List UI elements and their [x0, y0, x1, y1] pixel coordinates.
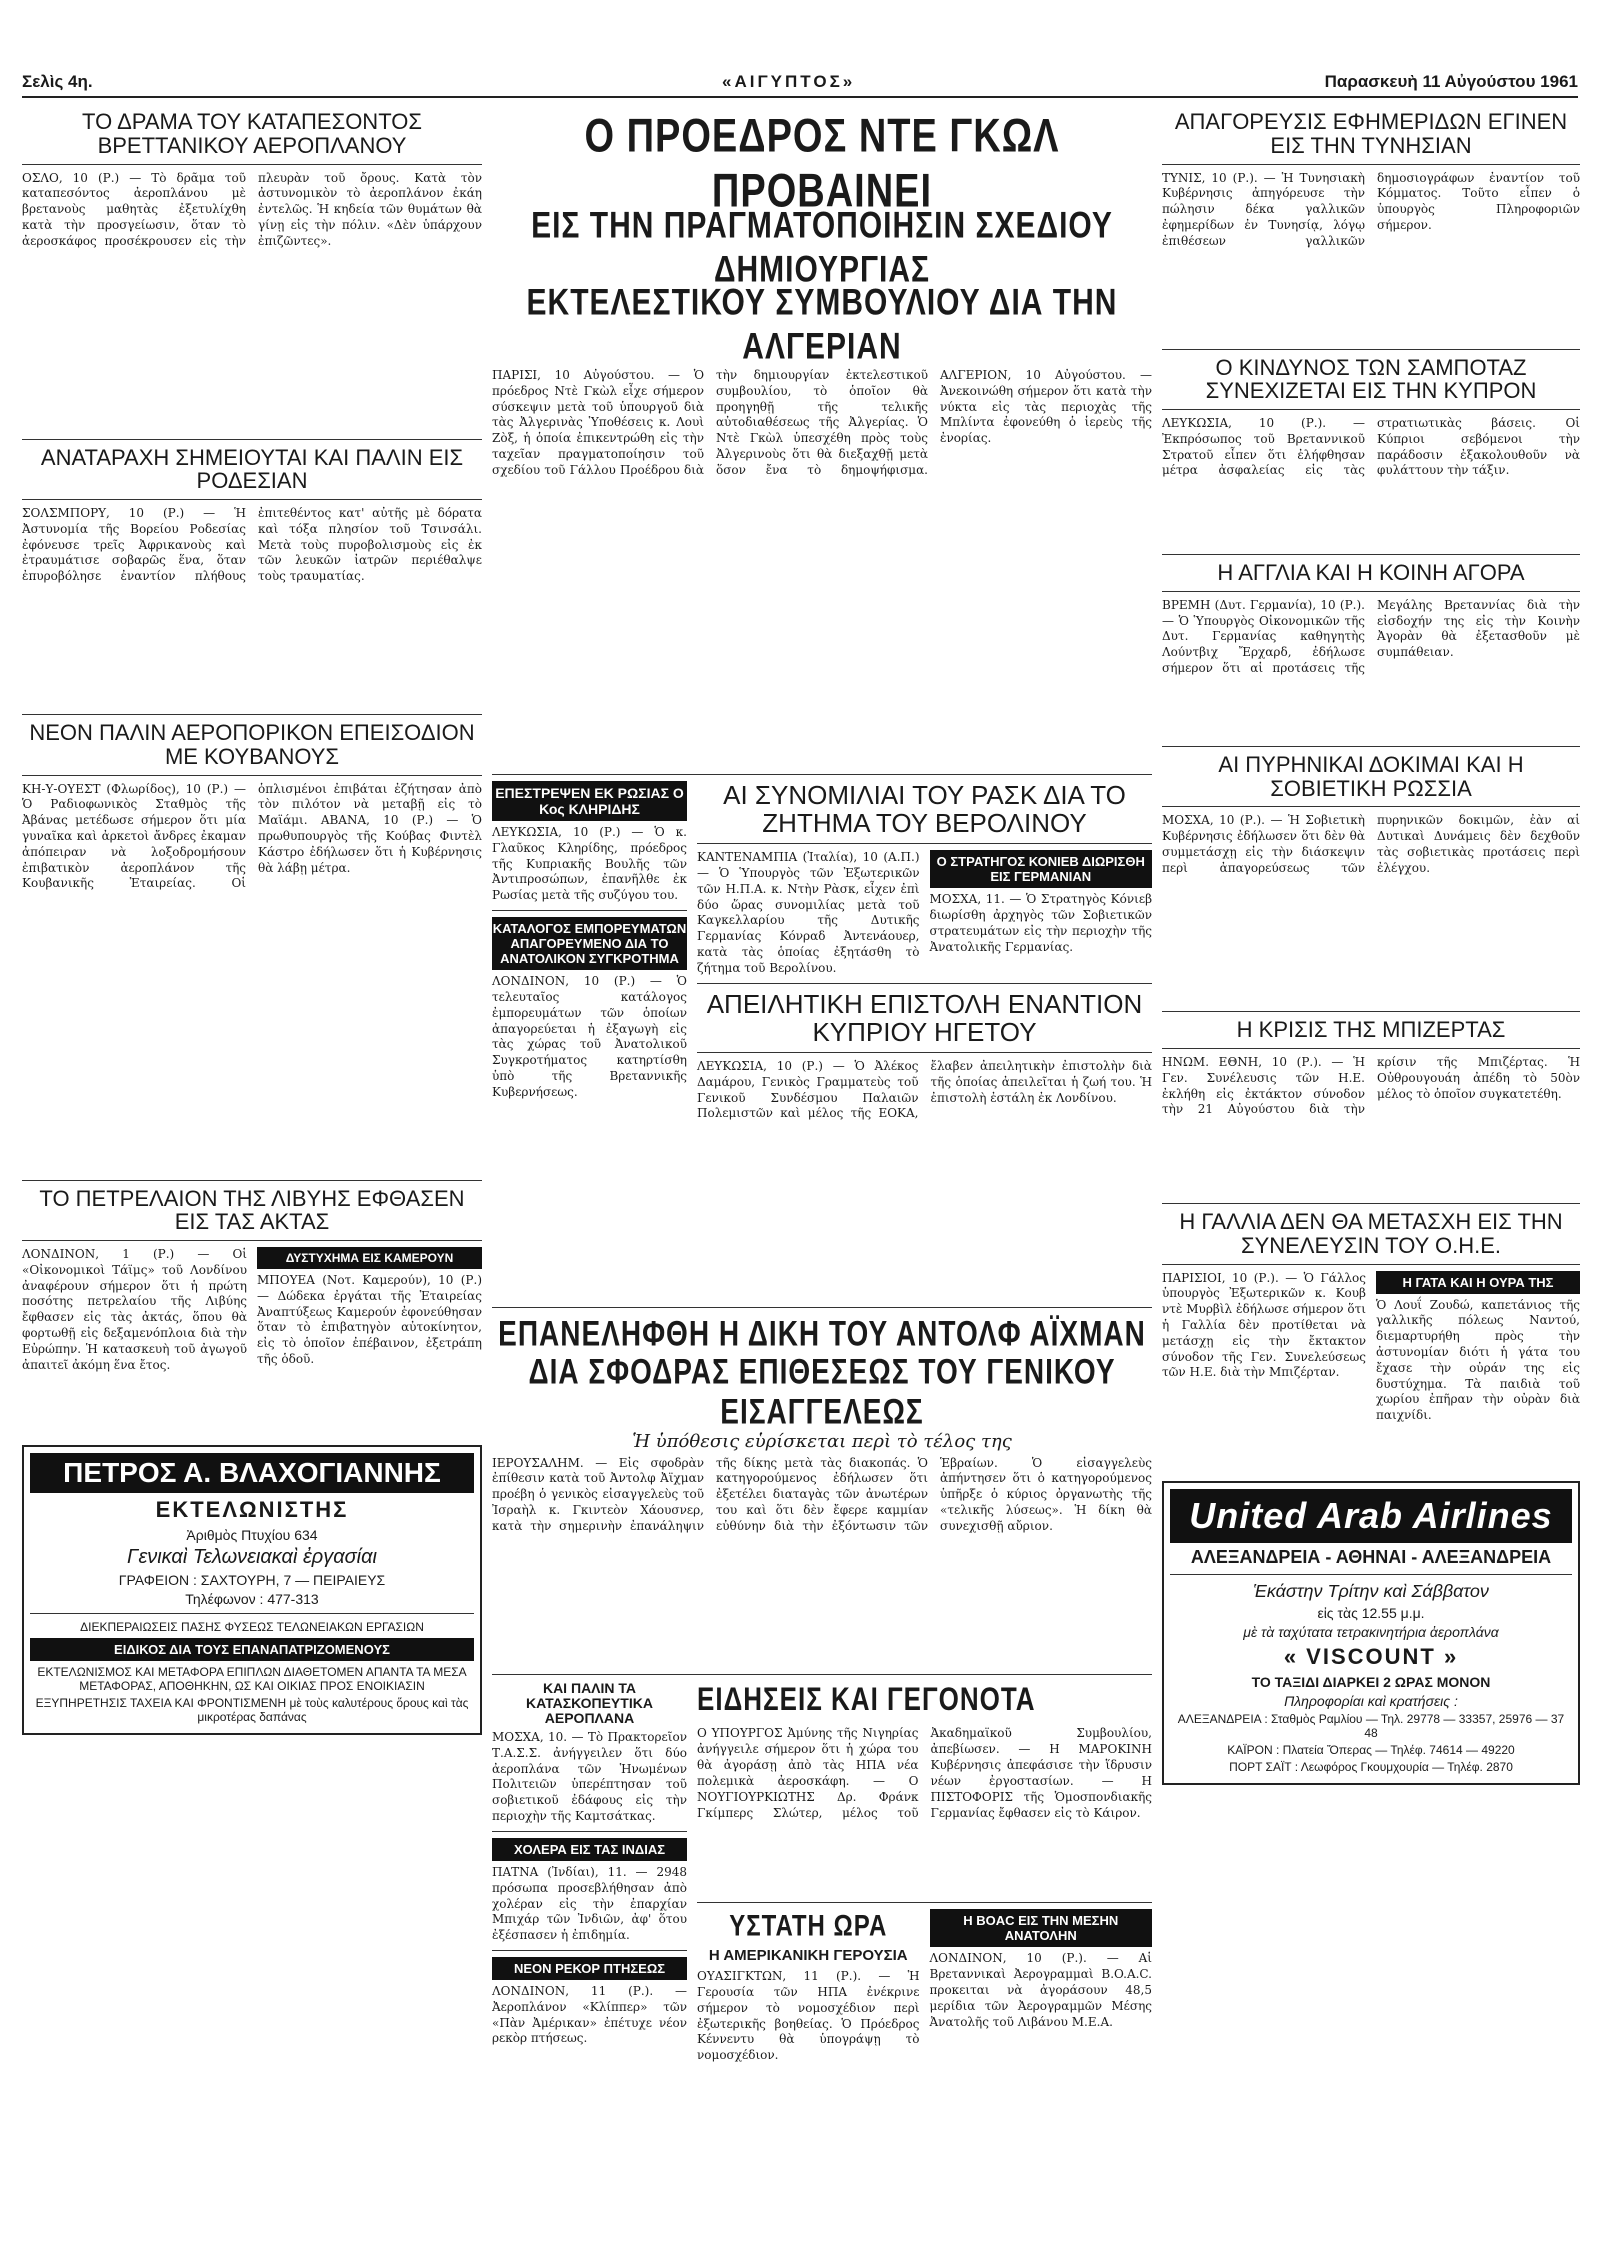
- article-france-un: [1162, 1210, 1580, 1471]
- ad-duration: ΤΟ ΤΑΞΙΔΙ ΔΙΑΡΚΕΙ 2 ΩΡΑΣ ΜΟΝΟΝ: [1251, 1673, 1491, 1690]
- article-body: Ὁ Λουΐ Ζουδώ, καπετάνιος τῆς γαλλικῆς πόλεως Ναντού, διεμαρτυρήθη πρὸς τὴν ἀστυνομίαν διότι ἡ γάτα του ἔχασε τὴν οὐράν της εἰς δυστύχημα. Τὰ παιδιὰ τοῦ χωρίου ἐπῆραν τὴν οὐρὰν διὰ παιχνίδι.: [1376, 1297, 1580, 1423]
- ad-line: ΕΙΔΙΚΟΣ ΔΙΑ ΤΟΥΣ ΕΠΑΝΑΠΑΤΡΙΖΟΜΕΝΟΥΣ: [30, 1638, 474, 1661]
- article-body: ΤΥΝΙΣ, 10 (Ρ.). — Ἡ Τυνησιακὴ Κυβέρνησις ἀπηγόρευσε τὴν πώλησιν δέκα γαλλικῶν ἐφημερίδων ἐν Τυνησίᾳ, λόγῳ ἐπιθέσεων γαλλικῶν δημοσιογράφων ἐναντίον τοῦ Κόμματος. Τοῦτο εἶπεν ὁ ὑπουργὸς Πληροφοριῶν σήμερον.: [1162, 170, 1580, 248]
- article-plane-crash: [22, 110, 482, 431]
- headline: ΔΥΣΤΥΧΗΜΑ ΕΙΣ ΚΑΜΕΡΟΥΝ: [257, 1247, 482, 1269]
- ad-contact: ΚΑΪΡΟΝ : Πλατεία Ὄπερας — Τηλέφ. 74614 — 49220: [1227, 1742, 1515, 1757]
- ad-phone: Τηλέφωνον : 477-313: [185, 1591, 319, 1607]
- customs-broker-ad: [22, 1445, 482, 1735]
- article-body: ΣΟΛΣΜΠΟΡΥ, 10 (Ρ.) — Ἡ Ἀστυνομία τῆς Βορείου Ροδεσίας ἐφόνευσε τρεῖς Ἀφρικανοὺς καὶ ἐτραυμάτισε σοβαρῶς ἕνα, ὅταν ἐπυροβόλησε ἐναντίον πλήθους ἐπιτεθέντος κατ' αὐτῆς μὲ δόρατα καὶ τόξα πλησίον τοῦ Τσινσάλι. Μετὰ τοὺς πυροβολισμοὺς εἰς ἐκ τῶν λευκῶν ἰατρῶν περιέθαλψε τοὺς τραυματίας.: [22, 506, 482, 584]
- headline: Η ΓΑΤΑ ΚΑΙ Η ΟΥΡΑ ΤΗΣ: [1376, 1271, 1580, 1294]
- article-rhodesia: [22, 446, 482, 707]
- headline: ΤΟ ΔΡΑΜΑ ΤΟΥ ΚΑΤΑΠΕΣΟΝΤΟΣ ΒΡΕΤΤΑΝΙΚΟΥ ΑΕΡΟΠΛΑΝΟΥ: [82, 109, 422, 158]
- headline: ΔΙΑ ΣΦΟΔΡΑΣ ΕΠΙΘΕΣΕΩΣ ΤΟΥ ΓΕΝΙΚΟΥ ΕΙΣΑΓΓΕΛΕΩΣ: [528, 1352, 1116, 1432]
- headline: ΤΟ ΠΕΤΡΕΛΑΙΟΝ ΤΗΣ ΛΙΒΥΗΣ ΕΦΘΑΣΕΝ ΕΙΣ ΤΑΣ ΑΚΤΑΣ: [39, 1185, 465, 1235]
- article-body: ΟΣΛΟ, 10 (Ρ.) — Τὸ δρᾶμα τοῦ καταπεσόντος ἀεροπλάνου μὲ βρετανοὺς μαθητὰς ἐξετυλίχθη κατὰ τὴν προσγείωσιν, ὅταν τὸ ἀεροσκάφος προσέκρουσεν εἰς τὴν πλευρὰν τοῦ ὄρους. Κατὰ τὸν ἀστυνομικὸν τὸ ἀεροπλάνον ἐκάη ἐντελῶς. Ἡ κηδεία τῶν θυμάτων θὰ γίνῃ εἰς τὴν πόλιν. «Δὲν ὑπάρχουν ἐπιζῶντες».: [22, 170, 482, 248]
- headline: ΑΠΑΓΟΡΕΥΣΙΣ ΕΦΗΜΕΡΙΔΩΝ ΕΓΙΝΕΝ ΕΙΣ ΤΗΝ ΤΥΝΗΣΙΑΝ: [1174, 109, 1568, 158]
- article-body: ΛΟΝΔΙΝΟΝ, 10 (Ρ.). — Αἱ Βρεταννικαὶ Ἀερογραμμαὶ B.O.A.C. προκειται νὰ ἀγοράσουν 48,5 μερίδια τῶν Ἀερογραμμῶν Μέσης Ἀνατολῆς τοῦ Λιβάνου M.E.A.: [929, 1951, 1152, 2029]
- airline-logo: United Arab Airlines: [1170, 1489, 1572, 1543]
- headline: ΥΣΤΑΤΗ ΩΡΑ: [729, 1909, 888, 1944]
- article-body: ΛΕΥΚΩΣΙΑ, 10 (Ρ.) — Ὁ κ. Γλαῦκος Κληρίδης, πρόεδρος τῆς Κυπριακῆς Βουλῆς τῶν Ἀντιπροσώπων, ἐπανῆλθε ἐκ Ρωσίας μετὰ τῆς συζύγου του.: [492, 825, 687, 903]
- page-number: Σελὶς 4η.: [22, 72, 93, 91]
- article-body: ΛΕΥΚΩΣΙΑ, 10 (Ρ.) — Ὁ Ἀλέκος Δαμάρου, Γενικὸς Γραμματεὺς τοῦ Γενικοῦ Συνδέσμου Παλαιῶν Πολεμιστῶν καὶ μέλος τῆς ΕΟΚΑ, ἔλαβεν ἀπειλητικὴν ἐπιστολὴν διὰ τῆς ὁποίας ἀπειλεῖται ἡ ζωή του. Ἡ ἐπιστολὴ ἐστάλη ἐκ Λονδίνου.: [697, 1058, 1152, 1121]
- page-header: [22, 68, 1578, 98]
- article-libya-oil: [22, 1187, 482, 1438]
- ad-line: ΕΚΤΕΛΩΝΙΣΜΟΣ ΚΑΙ ΜΕΤΑΦΟΡΑ ΕΠΙΠΛΩΝ ΔΙΑΘΕΤΟΜΕΝ ΑΠΑΝΤΑ ΤΑ ΜΕΣΑ ΜΕΤΑΦΟΡΑΣ, ΑΠΟΘΗΚΗΝ, ΩΣ ΚΑΙ ΟΙΚΙΑΣ ΠΡΟΣ ΕΝΟΙΚΙΑΣΙΝ: [37, 1665, 467, 1693]
- headline: Ο ΣΤΡΑΤΗΓΟΣ ΚΟΝΙΕΒ ΔΙΩΡΙΣΘΗ ΕΙΣ ΓΕΡΜΑΝΙΑΝ: [930, 850, 1153, 888]
- ad-line: μὲ τὰ ταχύτατα τετρακινητήρια ἀεροπλάνα: [1243, 1623, 1499, 1640]
- article-de-gaulle: [492, 110, 1152, 367]
- article-body: ΛΟΝΔΙΝΟΝ, 10 (Ρ.) — Ὁ τελευταῖος κατάλογος ἐμπορευμάτων τῶν ὁποίων ἀπαγορεύεται ἡ ἐξαγωγὴ εἰς τὰς χώρας τοῦ Ἀνατολικοῦ Συγκροτήματος κατηρτίσθη ὑπὸ τῆς Βρεταννικῆς Κυβερνήσεως.: [492, 974, 687, 1099]
- headline: ΚΑΙ ΠΑΛΙΝ ΤΑ ΚΑΤΑΣΚΟΠΕΥΤΙΚΑ ΑΕΡΟΠΛΑΝΑ: [526, 1679, 653, 1726]
- ad-name: ΠΕΤΡΟΣ Α. ΒΛΑΧΟΓΙΑΝΝΗΣ: [30, 1453, 474, 1493]
- airline-ad: [1162, 1481, 1580, 1785]
- headline: Ο ΚΙΝΔΥΝΟΣ ΤΩΝ ΣΑΜΠΟΤΑΖ ΣΥΝΕΧΙΖΕΤΑΙ ΕΙΣ ΤΗΝ ΚΥΠΡΟΝ: [1205, 354, 1537, 404]
- newspaper-title: «ΑΙΓΥΠΤΟΣ»: [722, 72, 856, 91]
- issue-date: Παρασκευὴ 11 Αὐγούστου 1961: [1324, 72, 1578, 91]
- article-body: ΙΕΡΟΥΣΑΛΗΜ. — Εἰς σφοδρὰν ἐπίθεσιν κατὰ τοῦ Ἀντολφ Ἀϊχμαν προέβη ὁ γενικὸς εἰσαγγελεὺς τοῦ Ἰσραὴλ κ. Γκιντεὸν Χάουσνερ, κατὰ τὴν σημερινὴν ἐπανάληψιν τῆς δίκης μετὰ τὰς διακοπάς. Ὁ κατηγορούμενος ἐδήλωσεν ὅτι ἐξετέλει διαταγὰς τῶν ἀνωτέρων του καὶ ὅτι δὲν ἔφερε καμμίαν εὐθύνην διὰ τὴν ἐξόντωσιν τῶν Ἑβραίων. Ὁ εἰσαγγελεὺς ἀπήντησεν ὅτι ὁ κατηγορούμενος ὑπῆρξε ὁ κύριος ὀργανωτὴς τῆς «τελικῆς λύσεως». Ἡ δίκη θὰ συνεχισθῇ αὔριον.: [492, 1455, 1152, 1533]
- article-body: ΜΟΣΧΑ, 11. — Ὁ Στρατηγὸς Κόνιεβ διωρίσθη ἀρχηγὸς τῶν Σοβιετικῶν στρατευμάτων εἰς τὴν περιοχὴν τῆς Ἀνατολικῆς Γερμανίας.: [929, 892, 1152, 954]
- headline: Η ΓΑΛΛΙΑ ΔΕΝ ΘΑ ΜΕΤΑΣΧΗ ΕΙΣ ΤΗΝ ΣΥΝΕΛΕΥΣΙΝ ΤΟΥ Ο.Η.Ε.: [1179, 1209, 1563, 1258]
- article-eichmann: [492, 1314, 1152, 1666]
- ad-time: εἰς τὰς 12.55 μ.μ.: [1317, 1604, 1425, 1621]
- article-body: ΜΟΣΧΑ, 10. — Τὸ Πρακτορεῖον Τ.Α.Σ.Σ. ἀνήγγειλεν ὅτι δύο ἀεροπλάνα τῶν Ἡνωμένων Πολιτειῶν ὑπερέπτησαν τοῦ σοβιετικοῦ ἐδάφους εἰς τὴν περιοχὴν τῆς Καμτσάτκας.: [492, 1729, 687, 1824]
- column-right: [1162, 110, 1580, 1785]
- ad-info: Πληροφορίαι καὶ κρατήσεις :: [1284, 1692, 1458, 1709]
- article-body: ΟΥΑΣΙΓΚΤΩΝ, 11 (Ρ.). — Ἡ Γερουσία τῶν ΗΠΑ ἐνέκρινε σήμερον τὸ νομοσχέδιον περὶ ἐξωτερικῆς βοηθείας. Ὁ Πρόεδρος Κέννεντυ θὰ ὑπογράψῃ τὸ νομοσχέδιον.: [697, 1969, 920, 2063]
- headline: ΕΠΕΣΤΡΕΨΕΝ ΕΚ ΡΩΣΙΑΣ Ο Κος ΚΛΗΡΙΔΗΣ: [492, 781, 687, 821]
- article-body: ΚΗ-Υ-ΟΥΕΣΤ (Φλωρίδος), 10 (Ρ.) — Ὁ Ραδιοφωνικὸς Σταθμὸς τῆς Ἀβάνας μετέδωσε σήμερον ὅτι μία γυναῖκα καὶ ἀρκετοὶ ἄνδρες ἐκαμαν ἀπόπειραν νὰ λοξοδρομήσουν ἐπιβατικὸν ἀεροπλάνον τῆς Κουβανικῆς Ἑταιρείας. Οἱ ὁπλισμένοι ἐπιβάται ἐζήτησαν ἀπὸ τὸν πιλότον νὰ μεταβῇ εἰς τὸ Μαϊάμι. ΑΒΑΝΑ, 10 (Ρ.) — Ὁ πρωθυπουργὸς τῆς Κούβας Φιντὲλ Κάστρο ἐδήλωσεν ὅτι ἡ Κυβέρνησις θὰ λάβῃ μέτρα.: [22, 781, 482, 891]
- ad-contact: ΠΟΡΤ ΣΑΪΤ : Λεωφόρος Γκουμχουρία — Τηλέφ. 2870: [1229, 1759, 1513, 1774]
- ad-reg: Ἀριθμὸς Πτυχίου 634: [186, 1527, 318, 1543]
- ad-plane: « VISCOUNT »: [1283, 1643, 1459, 1669]
- headline: Η BOAC ΕΙΣ ΤΗΝ ΜΕΣΗΝ ΑΝΑΤΟΛΗΝ: [930, 1909, 1153, 1947]
- article-tunisia: [1162, 110, 1580, 341]
- column-left: [22, 110, 482, 1735]
- article-body: ΠΑΡΙΣΙΟΙ, 10 (Ρ.). — Ὁ Γάλλος ὑπουργὸς Ἐξωτερικῶν κ. Κουβ ντὲ Μυρβὶλ ἐδήλωσε σήμερον ὅτι ἡ Γαλλία δὲν προτίθεται νὰ μετάσχῃ εἰς τὴν ἔκτακτον σύνοδον τῆς Γεν. Συνελεύσεως τῶν Η.Ε. διὰ τὴν Μπιζέρταν.: [1162, 1270, 1366, 1380]
- ad-days: Ἑκάστην Τρίτην καὶ Σάββατον: [1253, 1580, 1489, 1601]
- headline: ΝΕΟΝ ΠΑΛΙΝ ΑΕΡΟΠΟΡΙΚΟΝ ΕΠΕΙΣΟΔΙΟΝ ΜΕ ΚΟΥΒΑΝΟΥΣ: [29, 720, 475, 769]
- article-body: ΛΟΝΔΙΝΟΝ, 11 (Ρ.). — Ἀεροπλάνον «Κλίππερ» τῶν «Πὰν Ἀμέρικαν» ἐπέτυχε νέον ρεκὸρ πτήσεως.: [492, 1984, 687, 2046]
- article-bizerte: [1162, 1018, 1580, 1195]
- article-body: ΜΠΟΥΕΑ (Νοτ. Καμερούν), 10 (Ρ.) — Δώδεκα ἐργάται τῆς Ἑταιρείας Ἀναπτύξεως Καμερούν ἐφονεύθησαν ὅταν τὸ ἐπιβατηγὸν αὐτοκίνητον, εἰς τὸ ὁποῖον ἐπέβαινον, ἐξετράπη τῆς ὁδοῦ.: [257, 1273, 482, 1367]
- headline: ΧΟΛΕΡΑ ΕΙΣ ΤΑΣ ΙΝΔΙΑΣ: [492, 1838, 687, 1861]
- ad-line: ΕΞΥΠΗΡΕΤΗΣΙΣ ΤΑΧΕΙΑ ΚΑΙ ΦΡΟΝΤΙΣΜΕΝΗ μὲ τοὺς καλυτέρους ὅρους καὶ τὰς μικροτέρας δαπάνας: [35, 1696, 469, 1724]
- headline: ΑΙ ΣΥΝΟΜΙΛΙΑΙ ΤΟΥ ΡΑΣΚ ΔΙΑ ΤΟ ΖΗΤΗΜΑ ΤΟΥ ΒΕΡΟΛΙΝΟΥ: [723, 780, 1126, 839]
- article-body: ΜΟΣΧΑ, 10 (Ρ.). — Ἡ Σοβιετικὴ Κυβέρνησις ἐδήλωσεν ὅτι δὲν θὰ συμμετάσχῃ εἰς τὴν διάσκεψιν περὶ ἀπαγορεύσεως τῶν πυρηνικῶν δοκιμῶν, ἐὰν αἱ Δυτικαὶ Δυνάμεις δὲν δεχθοῦν τὰς σοβιετικὰς προτάσεις περὶ ἐλέγχου.: [1162, 813, 1580, 875]
- headline: Η ΚΡΙΣΙΣ ΤΗΣ ΜΠΙΖΕΡΤΑΣ: [1236, 1017, 1506, 1043]
- article-body: Ο ΥΠΟΥΡΓΟΣ Ἀμύνης τῆς Νιγηρίας ἀνήγγειλε σήμερον ὅτι ἡ χώρα του θὰ ἀγοράσῃ ἀπὸ τὰς ΗΠΑ νέα πολεμικὰ ἀεροσκάφη. — Ο ΝΟΥΓΙΟΥΡΚΙΩΤΗΣ Δρ. Φράνκ Γκίμπερς Σλώτερ, μέλος τοῦ Ἀκαδημαϊκοῦ Συμβουλίου, ἀπεβίωσεν. — Η ΜΑΡΟΚΙΝΗ Κυβέρνησις ἀπεφάσισε τὴν ἵδρυσιν νέων ἐργοστασίων. — Η ΠΙΣΤΟΦΟΡΙΣ τῆς Ὁμοσπονδιακῆς Γερμανίας ἔφθασεν εἰς τὸ Κάιρον.: [697, 1726, 1152, 1820]
- article-cuba: [22, 721, 482, 1172]
- headline-main: Ο ΠΡΟΕΔΡΟΣ ΝΤΕ ΓΚΩΛ ΠΡΟΒΑΙΝΕΙ: [584, 110, 1060, 218]
- subheadline: Ἡ ὑπόθεσις εὑρίσκεται περὶ τὸ τέλος της: [632, 1430, 1012, 1452]
- headline: ΚΑΤΑΛΟΓΟΣ ΕΜΠΟΡΕΥΜΑΤΩΝ ΑΠΑΓΟΡΕΥΜΕΝΟ ΔΙΑ ΤΟ ΑΝΑΤΟΛΙΚΟΝ ΣΥΓΚΡΟΤΗΜΑ: [492, 917, 687, 970]
- headline: ΕΠΑΝΕΛΗΦΘΗ Η ΔΙΚΗ ΤΟΥ ΑΝΤΟΛΦ ΑΪΧΜΑΝ: [498, 1314, 1146, 1353]
- headline-sub: ΕΙΣ ΤΗΝ ΠΡΑΓΜΑΤΟΠΟΙΗΣΙΝ ΣΧΕΔΙΟΥ ΔΗΜΙΟΥΡΓΙΑΣ: [531, 205, 1113, 290]
- headline: ΑΠΕΙΛΗΤΙΚΗ ΕΠΙΣΤΟΛΗ ΕΝΑΝΤΙΟΝ ΚΥΠΡΙΟΥ ΗΓΕΤΟΥ: [706, 988, 1143, 1047]
- ad-role: ΕΚΤΕΛΩΝΙΣΤΗΣ: [155, 1497, 349, 1522]
- article-body: ΚΑΝΤΕΝΑΜΠΙΑ (Ἰταλία), 10 (Α.Π.) — Ὁ Ὑπουργὸς τῶν Ἐξωτερικῶν τῶν Η.Π.Α. κ. Ντὴν Ρὰσκ, εἶχεν ἐπὶ δύο ὥρας συνομιλίας μετὰ τοῦ Καγκελλαρίου τῆς Δυτικῆς Γερμανίας Κόνραδ Ἀντενάουερ, κατὰ τὰς ὁποίας ἐξητάσθη τὸ ζήτημα τοῦ Βερολίνου.: [697, 850, 920, 975]
- headline: Η ΑΓΓΛΙΑ ΚΑΙ Η ΚΟΙΝΗ ΑΓΟΡΑ: [1217, 560, 1525, 585]
- column-center: [492, 110, 1152, 2161]
- headline: ΝΕΟΝ ΡΕΚΟΡ ΠΤΗΣΕΩΣ: [492, 1957, 687, 1980]
- article-body: ΠΑΤΝΑ (Ἰνδίαι), 11. — 2948 πρόσωπα προσεβλήθησαν ἀπὸ χολέραν εἰς τὴν ἐπαρχίαν Μπιχάρ τῶν Ἰνδιῶν, ἀφ' ὅτου ἐξέσπασεν ἡ ἐπιδημία.: [492, 1864, 687, 1943]
- ad-address: ΓΡΑΦΕΙΟΝ : ΣΑΧΤΟΥΡΗ, 7 — ΠΕΙΡΑΙΕΥΣ: [118, 1572, 386, 1588]
- article-body: ΠΑΡΙΣΙ, 10 Αὐγούστου. — Ὁ πρόεδρος Ντὲ Γκὼλ εἶχε σήμερον σύσκεψιν μετὰ τοῦ ὑπουργοῦ διὰ τὰς Ἀλγερινὰς Ὑποθέσεις κ. Λουὶ Ζὸξ, ἡ ὁποία ἐπικεντρώθη εἰς τὴν ταχεῖαν πραγματοποίησιν τοῦ σχεδίου τοῦ Γάλλου Προέδρου διὰ τὴν δημιουργίαν ἐκτελεστικοῦ συμβουλίου, τὸ ὁποῖον θὰ προηγηθῇ τῆς τελικῆς αὐτοδιαθέσεως τῆς Ἀλγερίας. Ὁ Ντὲ Γκὼλ ὑπεσχέθη πρὸς τοὺς Ἀλγερινοὺς ὅτι θὰ διεξαχθῇ μετὰ ὅσον ἔνα τὸ δημοψήφισμα. ΑΛΓΕΡΙΟΝ, 10 Αὐγούστου. — Ἀνεκοινώθη σήμερον ὅτι κατὰ τὴν νύκτα εἰς τὰς περιοχὰς τῆς Μπλίντα ἐφονεύθη ὁ ἱερεὺς τῆς ἐνορίας.: [492, 368, 1152, 477]
- article-body: ΛΕΥΚΩΣΙΑ, 10 (Ρ.). — Ἐκπρόσωπος τοῦ Βρεταννικοῦ Στρατοῦ εἶπεν ὅτι ἐλήφθησαν μέτρα ἀσφαλείας εἰς τὰς στρατιωτικὰς βάσεις. Οἱ Κύπριοι σεβόμενοι τὴν παράδοσιν ἐξακολουθοῦν νὰ φυλάττουν τὴν τάξιν.: [1162, 416, 1580, 478]
- article-body: ΗΝΩΜ. ΕΘΝΗ, 10 (Ρ.). — Ἡ Γεν. Συνέλευσις τῶν Η.Ε. ἐκλήθη εἰς ἐκτάκτον σύνοδον τὴν 21 Αὐγούστου διὰ τὴν κρίσιν τῆς Μπιζέρτας. Ἡ Οὐθρουγουάη ἀπέδη τὸ 50ὸν μέλος τὸ ὁποῖον συγκατετέθη.: [1162, 1055, 1580, 1117]
- headline: ΑΙ ΠΥΡΗΝΙΚΑΙ ΔΟΚΙΜΑΙ ΚΑΙ Η ΣΟΒΙΕΤΙΚΗ ΡΩΣΣΙΑ: [1218, 751, 1524, 801]
- ad-line: ΔΙΕΚΠΕΡΑΙΩΣΕΙΣ ΠΑΣΗΣ ΦΥΣΕΩΣ ΤΕΛΩΝΕΙΑΚΩΝ ΕΡΓΑΣΙΩΝ: [80, 1620, 424, 1634]
- ad-route: ΑΛΕΞΑΝΔΡΕΙΑ - ΑΘΗΝΑΙ - ΑΛΕΞΑΝΔΡΕΙΑ: [1190, 1546, 1552, 1567]
- ad-line: Γενικαὶ Τελωνειακαὶ ἐργασίαι: [127, 1546, 377, 1568]
- article-nuclear-tests: [1162, 753, 1580, 1004]
- article-cyprus-sabotage: [1162, 356, 1580, 547]
- article-body: ΛΟΝΔΙΝΟΝ, 1 (Ρ.) — Οἱ «Οἰκονομικοὶ Τάϊμς» τοῦ Λονδίνου ἀναφέρουν σήμερον ὅτι ἡ πρώτη ποσότης πετρελαίου τῆς Λιβύης ἔφθασεν εἰς τὰς ἀκτάς, ὅπου θὰ φορτωθῇ εἰς δεξαμενόπλοια διὰ τὴν Εὐρώπην. Ἡ κατασκευὴ τοῦ ἀγωγοῦ ἀπαιτεῖ ἀκόμη ἕνα ἔτος.: [22, 1247, 247, 1372]
- headline: ΕΙΔΗΣΕΙΣ ΚΑΙ ΓΕΓΟΝΟΤΑ: [697, 1679, 1036, 1717]
- headline: ΑΝΑΤΑΡΑΧΗ ΣΗΜΕΙΟΥΤΑΙ ΚΑΙ ΠΑΛΙΝ ΕΙΣ ΡΟΔΕΣΙΑΝ: [40, 444, 464, 494]
- article-body: ΒΡΕΜΗ (Δυτ. Γερμανία), 10 (Ρ.). — Ὁ Ὑπουργὸς Οἰκονομικῶν τῆς Δυτ. Γερμανίας καθηγητὴς Λούντβιχ Ἔρχαρδ, ἐδήλωσε σήμερον ὅτι αἱ προτάσεις τῆς Μεγάλης Βρεταννίας διὰ τὴν εἰσδοχήν της εἰς τὴν Κοινὴν Ἀγορὰν θὰ ἐξετασθοῦν μὲ συμπάθειαν.: [1162, 597, 1580, 676]
- subheadline: Η ΑΜΕΡΙΚΑΝΙΚΗ ΓΕΡΟΥΣΙΑ: [708, 1947, 908, 1965]
- headline-sub: ΕΚΤΕΛΕΣΤΙΚΟΥ ΣΥΜΒΟΥΛΙΟΥ ΔΙΑ ΤΗΝ ΑΛΓΕΡΙΑΝ: [526, 282, 1118, 367]
- article-common-market: [1162, 561, 1580, 738]
- ad-contact: ΑΛΕΞΑΝΔΡΕΙΑ : Σταθμὸς Ραμλίου — Τηλ. 29778 — 33357, 25976 — 37 48: [1177, 1711, 1565, 1740]
